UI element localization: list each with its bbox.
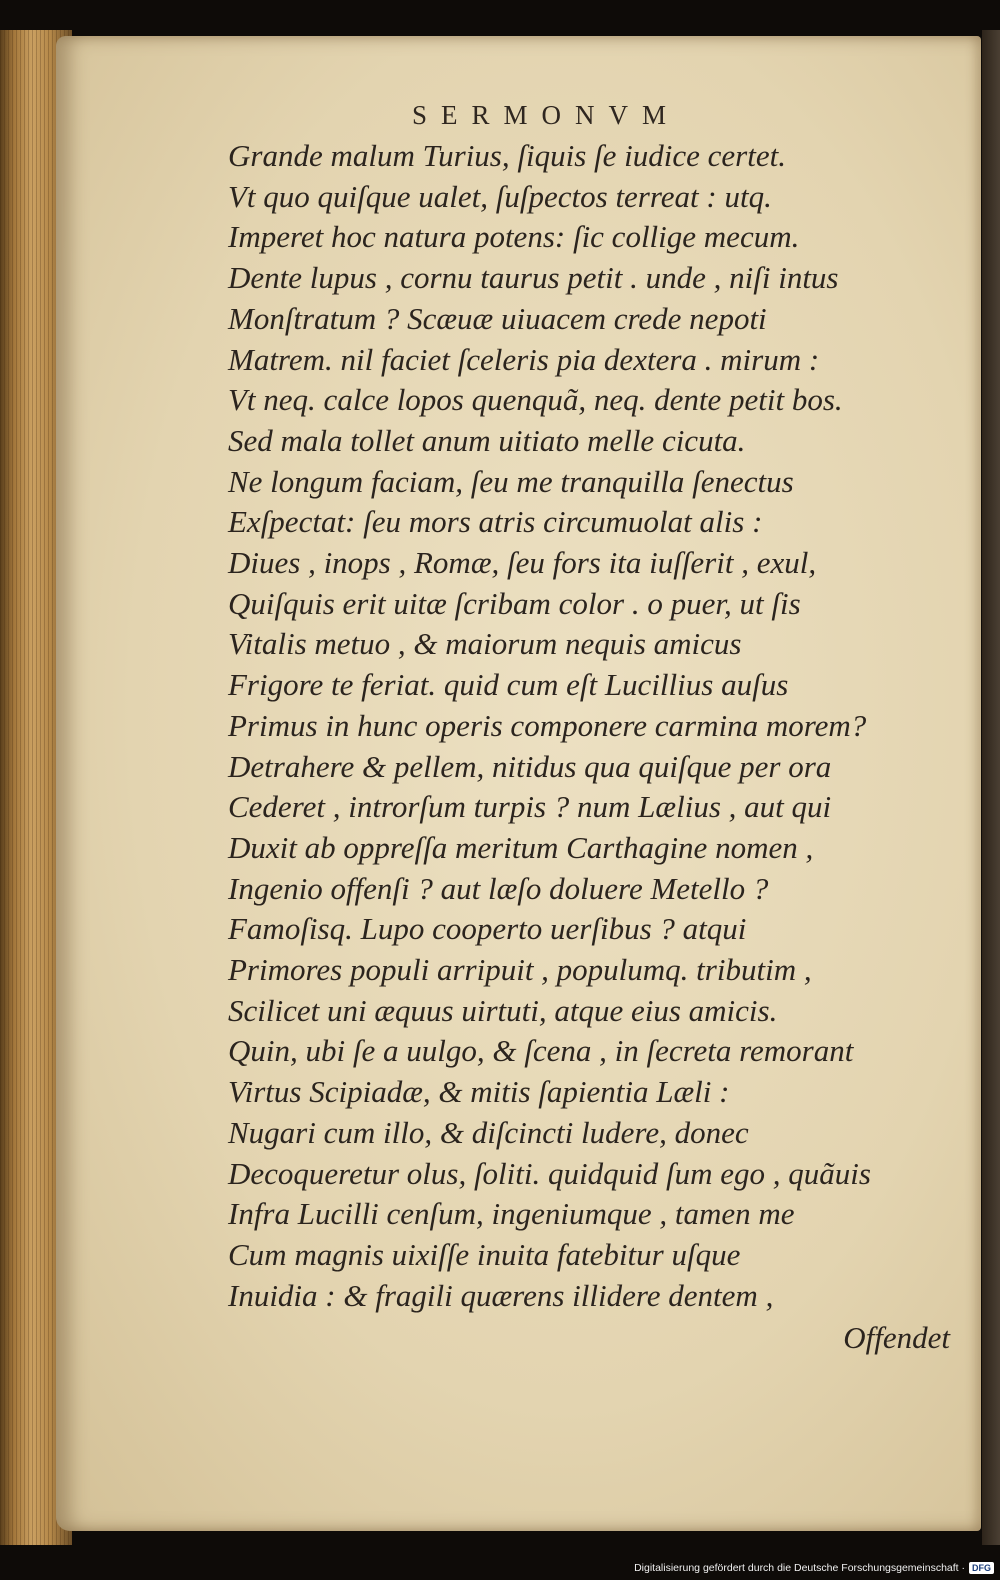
verse-line: Monſtratum ? Scæuæ uiuacem crede nepoti bbox=[228, 300, 767, 336]
verse-line: Dente lupus , cornu taurus petit . unde , niſi intus bbox=[228, 260, 839, 296]
verse-line: Cederet , introrſum turpis ? num Lælius , aut qui bbox=[228, 789, 832, 825]
verse-line: Ingenio offenſi ? aut læſo doluere Metello ? bbox=[228, 870, 769, 906]
verse-line: Grande malum Turius, ſiquis ſe iudice certet. bbox=[228, 138, 786, 173]
verse-line: Detrahere & pellem, nitidus qua quiſque per ora bbox=[228, 748, 832, 784]
verse-line: Primores populi arripuit , populumq. tributim , bbox=[228, 952, 812, 988]
page-gutter bbox=[982, 30, 1000, 1545]
verse-line: Vt quo quiſque ualet, ſuſpectos terreat : utq. bbox=[228, 178, 772, 214]
verse-line: Sed mala tollet anum uitiato melle cicuta. bbox=[228, 422, 746, 458]
verse-line: Infra Lucilli cenſum, ingeniumque , tamen me bbox=[228, 1196, 795, 1232]
verse-line: Frigore te feriat. quid cum eſt Lucillius auſus bbox=[228, 667, 789, 703]
verse-line: Inuidia : & fragili quærens illidere dentem , bbox=[228, 1277, 774, 1313]
verse-line: Quiſquis erit uitæ ſcribam color . o puer, ut ſis bbox=[228, 585, 801, 621]
dfg-logo-icon: DFG bbox=[969, 1562, 994, 1574]
verse-line: Virtus Scipiadæ, & mitis ſapientia Læli : bbox=[228, 1074, 730, 1110]
verse-line: Cum magnis uixiſſe inuita fatebitur uſque bbox=[228, 1236, 741, 1272]
verse-line: Vitalis metuo , & maiorum nequis amicus bbox=[228, 626, 742, 662]
footer-credit: Digitalisierung gefördert durch die Deutsche Forschungsgemeinschaft · bbox=[634, 1562, 965, 1574]
verse-line: Famoſisq. Lupo cooperto uerſibus ? atqui bbox=[228, 911, 747, 947]
verse-list bbox=[228, 136, 968, 1316]
verse-line: Vt neq. calce lopos quenquã, neq. dente petit bos. bbox=[228, 382, 843, 418]
catchword: Offendet bbox=[843, 1320, 950, 1355]
footer-bar bbox=[574, 1556, 1000, 1580]
verse-line: Imperet hoc natura potens: ſic collige mecum. bbox=[228, 219, 800, 255]
verse-line: Scilicet uni æquus uirtuti, atque eius amicis. bbox=[228, 992, 778, 1028]
verse-line: Primus in hunc operis componere carmina morem? bbox=[228, 707, 867, 743]
verse-line: Nugari cum illo, & diſcincti ludere, donec bbox=[228, 1114, 749, 1150]
running-head: SERMONVM bbox=[412, 100, 681, 130]
verse-line: Quin, ubi ſe a uulgo, & ſcena , in ſecreta remorant bbox=[228, 1033, 854, 1069]
verse-line: Ne longum faciam, ſeu me tranquilla ſenectus bbox=[228, 463, 794, 499]
verse-line: Exſpectat: ſeu mors atris circumuolat alis : bbox=[228, 504, 763, 540]
verse-line: Diues , inops , Romæ, ſeu fors ita iuſſerit , exul, bbox=[228, 545, 817, 581]
verse-line: Decoqueretur olus, ſoliti. quidquid ſum ego , quãuis bbox=[228, 1155, 871, 1191]
verse-line: Matrem. nil faciet ſceleris pia dextera . mirum : bbox=[228, 341, 820, 377]
verse-line: Duxit ab oppreſſa meritum Carthagine nomen , bbox=[228, 829, 814, 865]
